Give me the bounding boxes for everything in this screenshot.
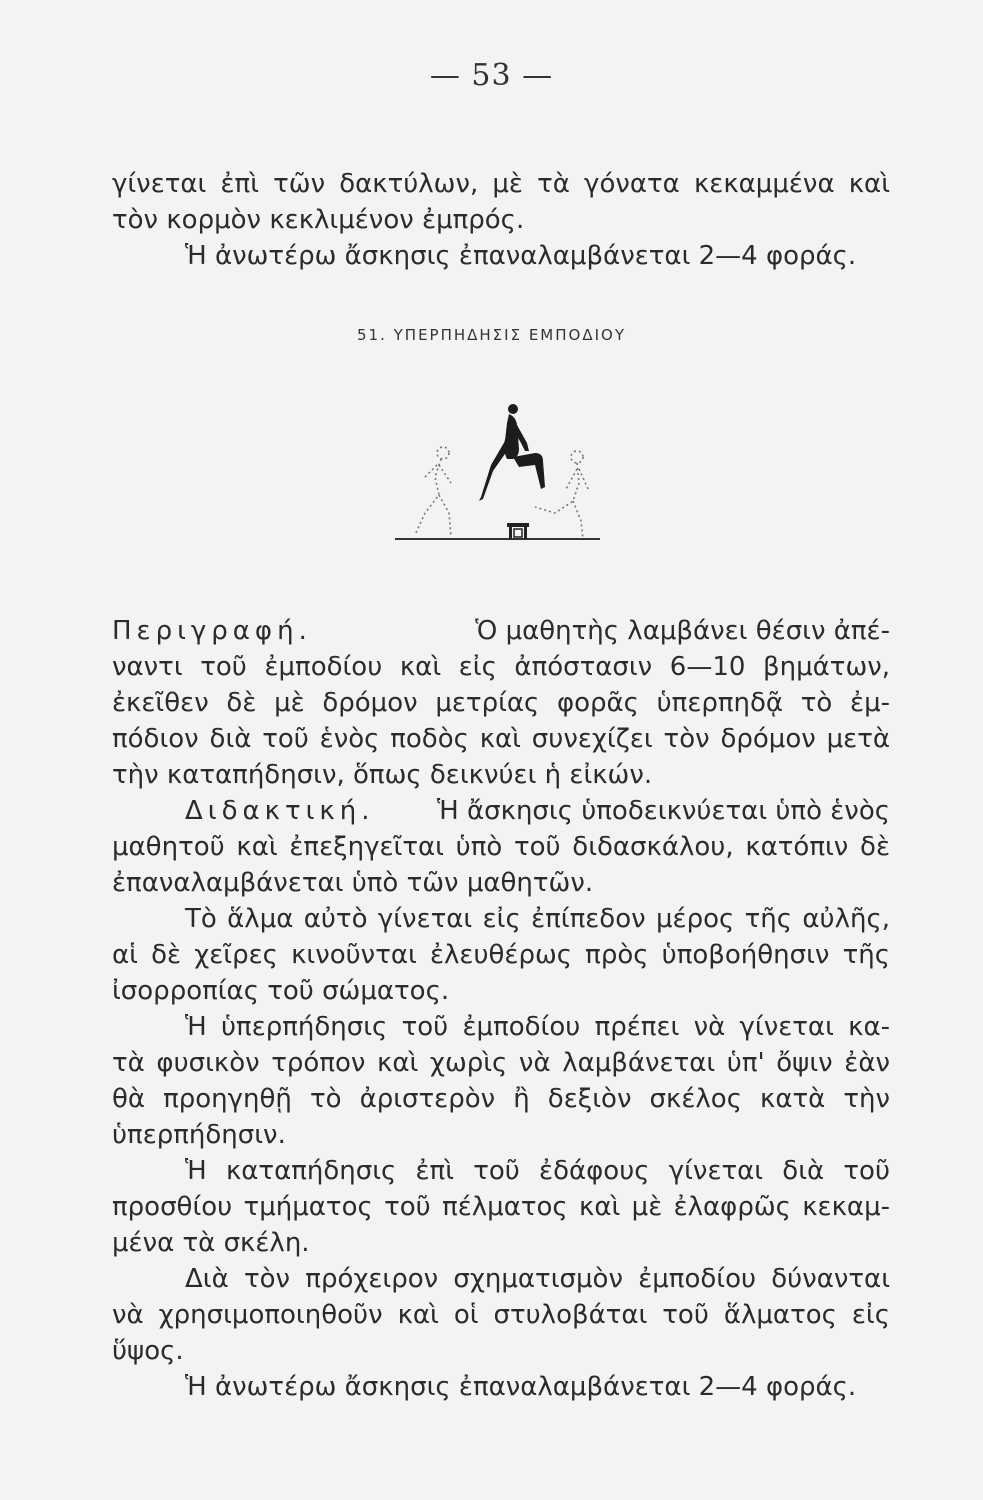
text-line: ναντι τοῦ ἐμποδίου καὶ εἰς ἀπόστασιν 6—10 βημάτων, [112, 652, 890, 682]
text-line: Ἡ καταπήδησις ἐπὶ τοῦ ἐδάφους γίνεται διὰ τοῦ [185, 1156, 890, 1186]
text-line: ὕψος. [112, 1336, 184, 1366]
text-line: ἰσορροπίας τοῦ σώματος. [112, 976, 450, 1006]
approach-runner-outline [415, 447, 451, 537]
text-line: πόδιον διὰ τοῦ ἑνὸς ποδὸς καὶ συνεχίζει τὸν δρόμον μετὰ [112, 724, 890, 754]
text-line: Ἡ ἄσκησις ὑποδεικνύεται ὑπὸ ἑνὸς [437, 796, 890, 826]
text-line: αἱ δὲ χεῖρες κινοῦνται ἐλευθέρως πρὸς ὑποβοήθησιν τῆς [112, 940, 890, 970]
text-line: γίνεται ἐπὶ τῶν δακτύλων, μὲ τὰ γόνατα κεκαμμένα καὶ [112, 169, 890, 199]
text-line: Ἡ ὑπερπήδησις τοῦ ἐμποδίου πρέπει νὰ γίνεται κα- [185, 1012, 890, 1042]
text-line: τὴν καταπήδησιν, ὅπως δεικνύει ἡ εἰκών. [112, 760, 653, 790]
hurdle-icon [507, 523, 529, 539]
description-heading: Περιγραφή. [112, 616, 312, 646]
text-line: Ἡ ἀνωτέρω ἄσκησις ἐπαναλαμβάνεται 2—4 φοράς. [185, 1372, 857, 1402]
text-line: Τὸ ἅλμα αὐτὸ γίνεται εἰς ἐπίπεδον μέρος τῆς αὐλῆς, [185, 904, 890, 934]
text-line: μένα τὰ σκέλη. [112, 1228, 310, 1258]
hurdle-jump-illustration [395, 395, 625, 550]
text-line: τὸν κορμὸν κεκλιμένον ἐμπρός. [112, 205, 525, 235]
text-line: Ὁ μαθητὴς λαμβάνει θέσιν ἀπέ- [475, 616, 890, 646]
didactic-heading: Διδακτική. [185, 796, 375, 826]
description-first-line [112, 615, 890, 647]
section-title: 51. ΥΠΕΡΠΗΔΗΣΙΣ ΕΜΠΟΔΙΟΥ [357, 326, 626, 344]
text-line: Ἡ ἀνωτέρω ἄσκησις ἐπαναλαμβάνεται 2—4 φοράς. [185, 241, 857, 271]
page-number: — 53 — [429, 58, 554, 93]
text-line: ὑπερπήδησιν. [112, 1120, 286, 1150]
text-line: θὰ προηγηθῇ τὸ ἀριστερὸν ἢ δεξιὸν σκέλος κατὰ τὴν [112, 1084, 890, 1114]
text-line: Διὰ τὸν πρόχειρον σχηματισμὸν ἐμποδίου δύνανται [185, 1264, 890, 1294]
text-line: ἐκεῖθεν δὲ μὲ δρόμον μετρίας φορᾶς ὑπερπηδᾷ τὸ ἐμ- [112, 688, 890, 718]
text-line: ἐπαναλαμβάνεται ὑπὸ τῶν μαθητῶν. [112, 868, 594, 898]
jumping-runner [479, 404, 545, 501]
text-line: μαθητοῦ καὶ ἐπεξηγεῖται ὑπὸ τοῦ διδασκάλου, κατόπιν δὲ [112, 832, 890, 862]
text-line: προσθίου τμήματος τοῦ πέλματος καὶ μὲ ἐλαφρῶς κεκαμ- [112, 1192, 890, 1222]
text-line: νὰ χρησιμοποιηθοῦν καὶ οἱ στυλοβάται τοῦ ἅλματος εἰς [112, 1300, 890, 1330]
text-line: τὰ φυσικὸν τρόπον καὶ χωρὶς νὰ λαμβάνεται ὑπ' ὄψιν ἐὰν [112, 1048, 890, 1078]
didactic-first-line [185, 795, 890, 827]
